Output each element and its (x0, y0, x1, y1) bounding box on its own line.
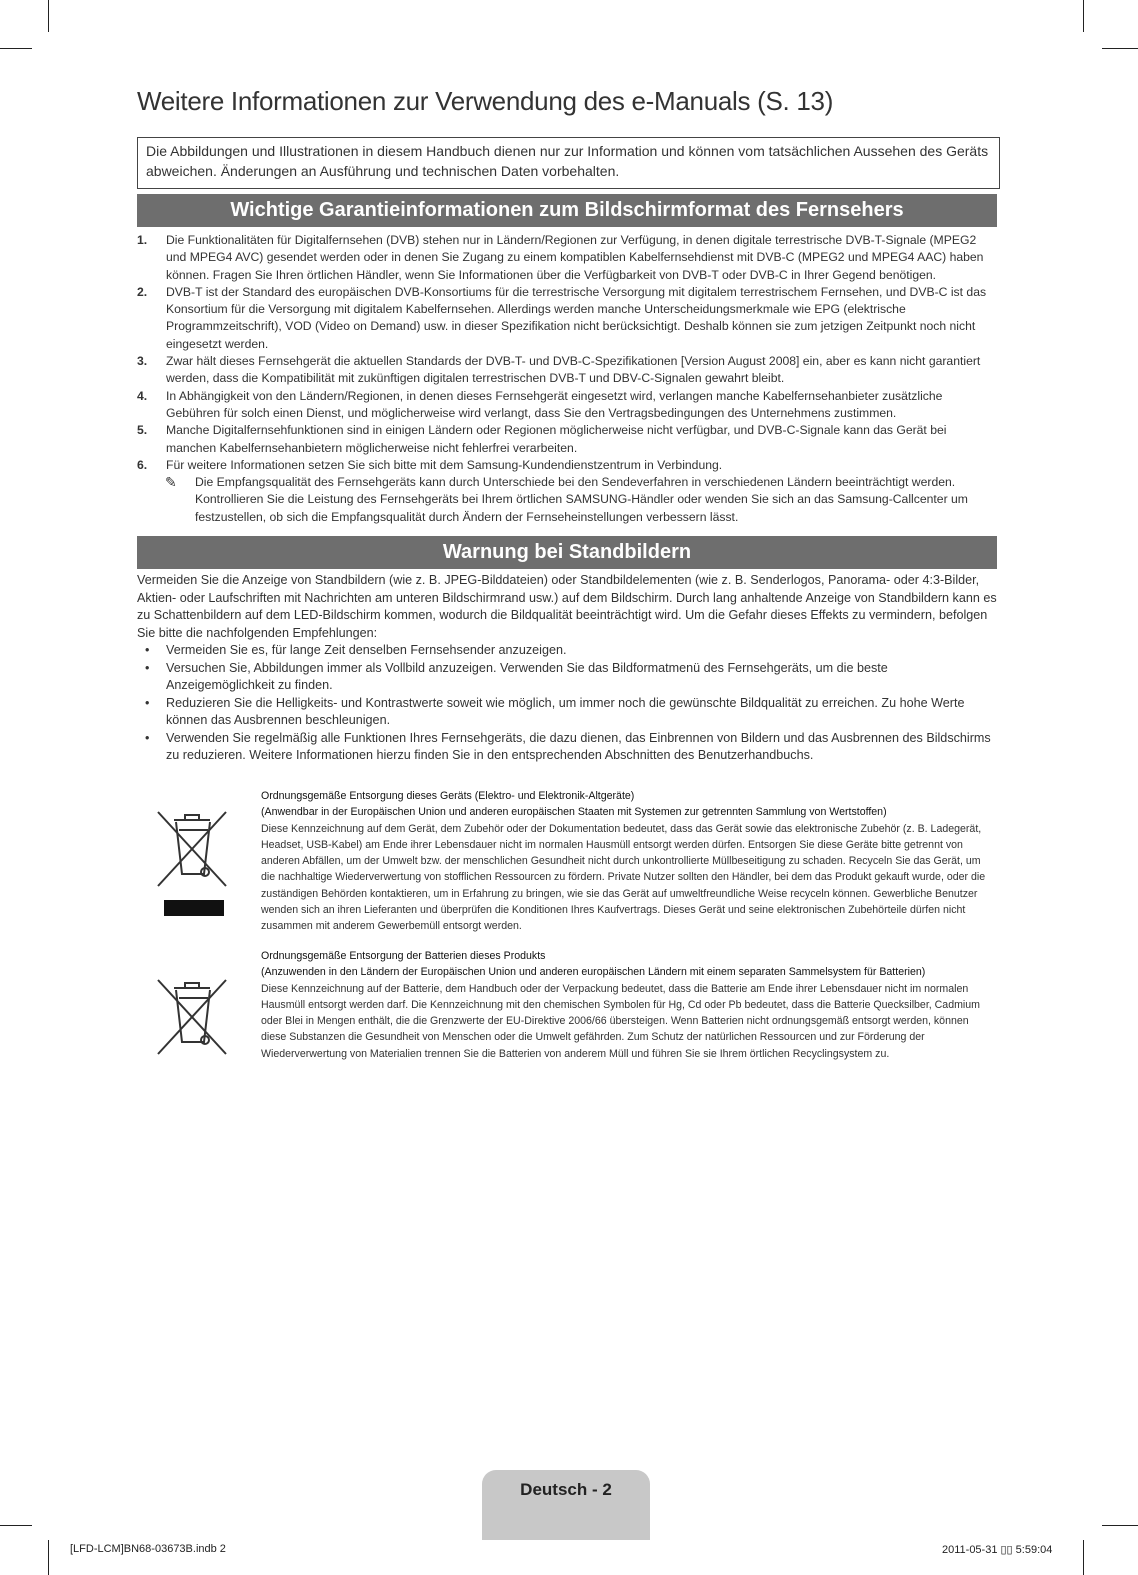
list-item (137, 284, 999, 353)
battery-disposal-title: Ordnungsgemäße Entsorgung der Batterien dieses Produkts (261, 950, 546, 962)
list-item (137, 457, 999, 474)
crop-mark (1083, 1540, 1084, 1575)
page-title: Weitere Informationen zur Verwendung des e-Manuals (S. 13) (137, 86, 834, 116)
notice-box: Die Abbildungen und Illustrationen in diesem Handbuch dienen nur zur Information und können vom tatsächlichen Aussehen des Geräts abweichen. Änderungen an Ausführung und technischen Daten vorbehalten. (137, 137, 1000, 189)
item-text: Zwar hält dieses Fernsehgerät die aktuellen Standards der DVB-T- und DVB-C-Spezifikationen [Version August 2008] ein, aber es kann nicht garantiert werden, dass die Kompatibilität mit zukünftigen digitalen terrestrischen DVB-T und DBV-C-Signalen gewahrt bleibt. (166, 354, 981, 386)
item-text: Vermeiden Sie es, für lange Zeit denselben Fernsehsender anzuzeigen. (166, 643, 567, 657)
list-item (137, 660, 999, 695)
bullet-icon: • (145, 643, 150, 657)
still-image-warning (137, 572, 999, 765)
device-disposal-text (261, 788, 991, 935)
bullet-icon: • (145, 730, 150, 745)
list-item (137, 388, 999, 423)
device-disposal-subtitle: (Anwendbar in der Europäischen Union und anderen europäischen Staaten mit Systemen zur getrennten Sammlung von Wertstoffen) (261, 806, 887, 819)
crop-mark (1102, 48, 1138, 49)
timestamp-slug: 2011-05-31 ▯▯ 5:59:04 (942, 1544, 1053, 1556)
item-text: Manche Digitalfernsehfunktionen sind in einigen Ländern oder Regionen möglicherweise nicht verfügbar, und DVB-C-Signale kann das Gerät bei manchen Kabelfernsehanbietern möglicherweise nicht fehlerfrei verarbeiten. (166, 423, 947, 455)
crop-mark (0, 48, 32, 49)
item-text: Die Funktionalitäten für Digitalfernsehen (DVB) stehen nur in Ländern/Regionen zur Verfügung, in denen digitale terrestrische DVB-T-Signale (MPEG2 und MPEG4 AVC) gesendet werden oder in denen Sie Zugang zu einem kompatiblen Kabelfernsehdienst mit DVB-C (MPEG2 und MPEG4 AAC) haben können. Fragen Sie Ihren örtlichen Händler, wenn Sie Informationen über die Verfügbarkeit von DVB-T oder DVB-C in Ihrer Gegend benötigen. (166, 233, 984, 282)
recommendation-list (137, 642, 999, 765)
list-item (137, 730, 999, 765)
page-number-tab (482, 1470, 650, 1540)
item-text: Reduzieren Sie die Helligkeits- und Kontrastwerte soweit wie möglich, um immer noch die gewünschte Bildqualität zu erreichen. Zu hohe Werte können das Ausbrennen beschleunigen. (166, 695, 965, 727)
item-text: Für weitere Informationen setzen Sie sich bitte mit dem Samsung-Kundendienstzentrum in Verbindung. (166, 457, 723, 472)
crop-mark (0, 1525, 32, 1526)
list-item (137, 695, 999, 730)
bullet-icon: • (145, 660, 150, 675)
item-number: 3. (137, 354, 148, 369)
warranty-list (137, 232, 999, 526)
item-number: 4. (137, 388, 148, 403)
item-number: 1. (137, 233, 148, 247)
item-text: DVB-T ist der Standard des europäischen DVB-Konsortiums für die terrestrische Versorgung mit digitalem terrestrischem Fernsehen, und DVB-C ist das Konsortium für die Versorgung mit digitalem Kabelfernsehen. Allerdings werden manche Unterscheidungsmerkmale wie EPG (elektrische Programmzeitschrift), VOD (Video on Demand) usw. in dieser Spezifikation nicht berücksichtigt. Deshalb können sie zum jetzigen Zeitpunkt noch nicht eingesetzt werden. (166, 284, 987, 351)
item-text: In Abhängigkeit von den Ländern/Regionen, in denen dieses Fernsehgerät eingesetzt wird, verlangen manche Kabelfernsehanbieter zusätzliche Gebühren für solch einen Dienst, und möglicherweise wird verlangt, dass Sie den Vertragsbedingungen des Unternehmens zustimmen. (166, 388, 943, 420)
device-disposal-body: Diese Kennzeichnung auf dem Gerät, dem Zubehör oder der Dokumentation bedeutet, dass das Gerät sowie das elektronische Zubehör (z. B. Ladegerät, Headset, USB-Kabel) am Ende ihrer Lebensdauer nicht im normalen Hausmüll entsorgt werden dürfen. Entsorgen Sie diese Geräte bitte getrennt von anderen Abfällen, um der Umwelt bzw. der menschlichen Gesundheit nicht durch unkontrollierte Müllbeseitigung zu schaden. Recyceln Sie das Gerät, um die nachhaltige Wiederverwertung von stofflichen Ressourcen zu fördern. Private Nutzer sollten den Händler, bei dem das Produkt gekauft wurde, oder die zuständigen Behörden kontaktieren, um in Erfahrung zu bringen, wie sie das Gerät auf umweltfreundliche Weise recyceln können. Gewerbliche Benutzer wenden sich an ihren Lieferanten und überprüfen die Konditionen Ihres Kaufvertrags. Dieses Gerät und seine elektronischen Zubehörteile dürfen nicht zusammen mit anderem Gewerbemüll entsorgt werden. (261, 822, 986, 933)
note (137, 474, 999, 526)
device-disposal-title: Ordnungsgemäße Entsorgung dieses Geräts (Elektro- und Elektronik-Altgeräte) (261, 790, 635, 802)
section-heading-warranty: Wichtige Garantieinformationen zum Bildschirmformat des Fernsehers (137, 194, 997, 227)
warning-intro: Vermeiden Sie die Anzeige von Standbildern (wie z. B. JPEG-Bilddateien) oder Standbildelementen (wie z. B. Senderlogos, Panorama- oder 4:3-Bilder, Aktien- oder Laufschriften mit Nachrichten am unteren Bildschirmrand usw.) auf dem Bildschirm. Durch lang anhaltende Anzeige von Standbildern kann es zu Schattenbildern auf dem LED-Bildschirm kommen, wodurch die Bildqualität beeinträchtigt wird. Um die Gefahr dieses Effekts zu vermindern, befolgen Sie bitte die nachfolgenden Empfehlungen: (137, 573, 997, 640)
item-text: Verwenden Sie regelmäßig alle Funktionen Ihres Fernsehgeräts, die dazu dienen, das Einbrennen von Bildern und das Ausbrennen des Bildschirms zu reduzieren. Weitere Informationen hierzu finden Sie in den entsprechenden Abschnitten des Benutzerhandbuchs. (166, 730, 991, 762)
list-item (137, 232, 999, 284)
battery-disposal-subtitle: (Anzuwenden in den Ländern der Europäischen Union und anderen europäischen Ländern mit einem separaten Sammelsystem für Batterien) (261, 966, 926, 979)
list-item (137, 642, 999, 660)
item-number: 6. (137, 457, 148, 472)
crossed-battery-bin-icon (152, 974, 232, 1056)
bullet-icon: • (145, 695, 150, 710)
note-text: Die Empfangsqualität des Fernsehgeräts kann durch Unterschiede bei den Sendeverfahren in verschiedenen Ländern beeinträchtigt werden. Kontrollieren Sie die Leistung des Fernsehgeräts bei Ihrem örtlichen SAMSUNG-Händler oder wenden Sie sich an das Samsung-Callcenter um festzustellen, ob sich die Empfangsqualität durch Ändern der Fernseheinstellungen verbessern lässt. (195, 475, 968, 524)
crop-mark (1102, 1525, 1138, 1526)
crop-mark (1083, 0, 1084, 32)
file-slug: [LFD-LCM]BN68-03673B.indb 2 (70, 1543, 226, 1555)
list-item (137, 353, 999, 388)
item-text: Versuchen Sie, Abbildungen immer als Vollbild anzuzeigen. Verwenden Sie das Bildformatmenü des Fernsehgeräts, um die beste Anzeigemöglichkeit zu finden. (166, 660, 888, 692)
battery-disposal-text (261, 948, 991, 1062)
list-item (137, 422, 999, 457)
battery-disposal-body: Diese Kennzeichnung auf der Batterie, dem Handbuch oder der Verpackung bedeutet, dass die Batterie am Ende ihrer Lebensdauer nicht im normalen Hausmüll entsorgt werden darf. Die Kennzeichnung mit den chemischen Symbolen für Hg, Cd oder Pb bedeutet, dass die Batterie Quecksilber, Cadmium oder Blei in Mengen enthält, die die Grenzwerte der EU-Direktive 2006/66 übersteigen. Wenn Batterien nicht ordnungsgemäß entsorgt werden, können diese Substanzen die Gesundheit von Menschen oder die Umwelt gefährden. Zum Schutz der natürlichen Ressourcen und zur Förderung der Wiederverwertung von Materialien trennen Sie die Batterien von anderem Müll und führen Sie sie Ihrem örtlichen Recyclingsystem zu. (261, 982, 980, 1060)
item-number: 2. (137, 284, 148, 299)
section-heading-still-images: Warnung bei Standbildern (137, 536, 997, 569)
crop-mark (48, 0, 49, 32)
crop-mark (48, 1540, 49, 1575)
pencil-note-icon: ✎ (165, 474, 177, 491)
crossed-bin-icon (152, 806, 232, 918)
page-label: Deutsch - 2 (520, 1480, 612, 1499)
item-number: 5. (137, 423, 148, 438)
